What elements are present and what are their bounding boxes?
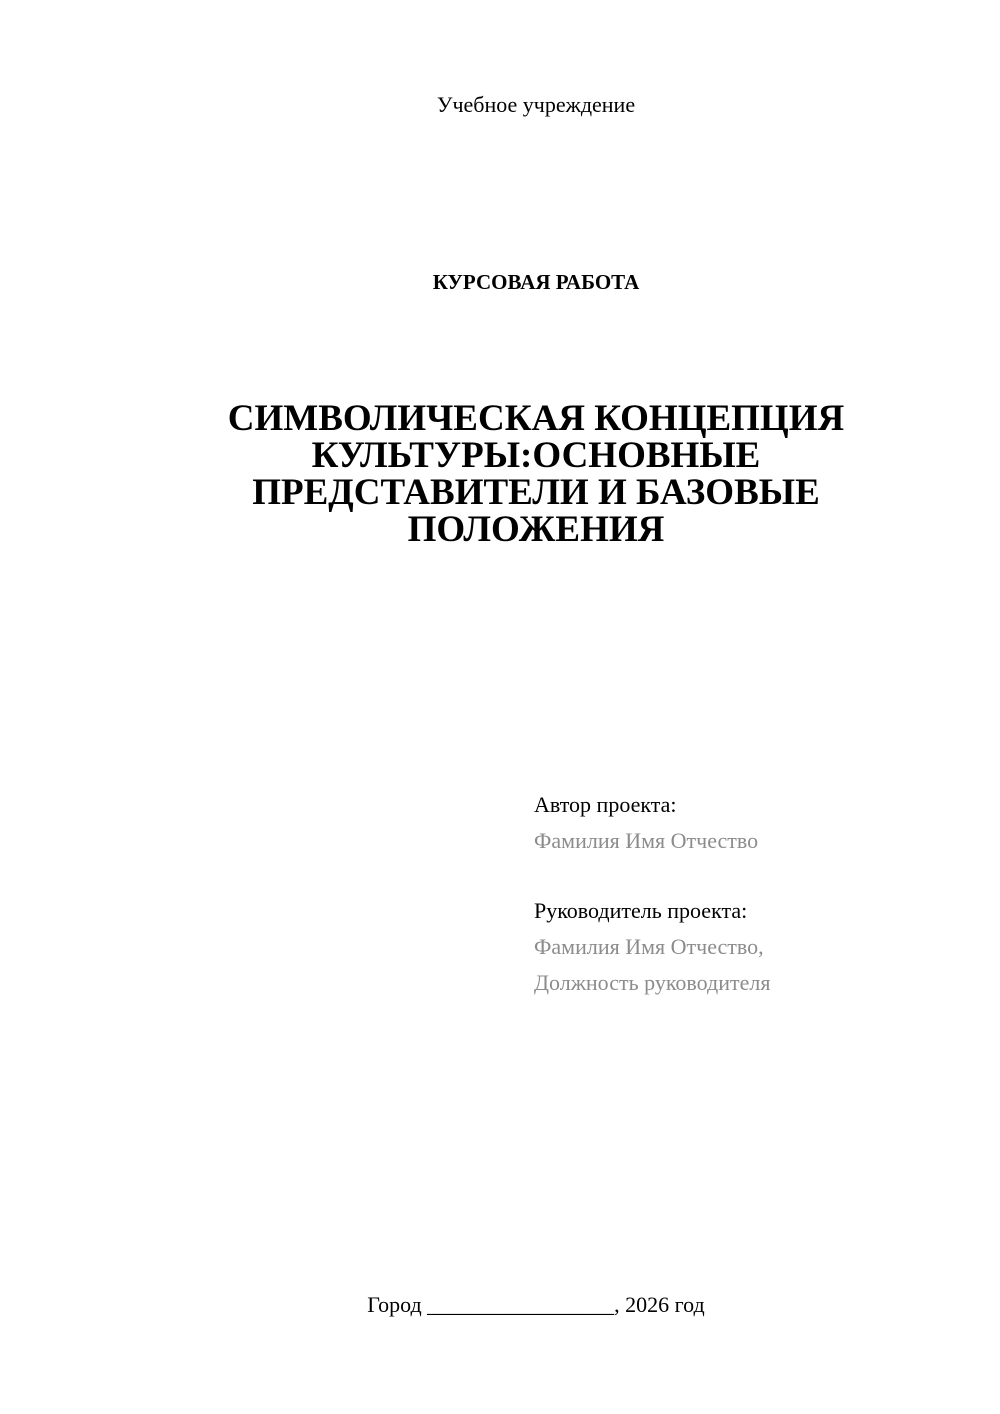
author-name-placeholder: Фамилия Имя Отчество [534,828,759,853]
title-line: ПОЛОЖЕНИЯ [407,509,665,550]
author-label: Автор проекта: [534,792,677,817]
spacer [534,859,974,893]
title-line: ПРЕДСТАВИТЕЛИ И БАЗОВЫЕ [252,472,820,513]
title-line: КУЛЬТУРЫ:ОСНОВНЫЕ [311,435,761,476]
project-info-block [534,787,974,1001]
document-title [200,400,872,548]
supervisor-label: Руководитель проекта: [534,898,748,923]
city-year-line: Город _________________, 2026 год [367,1292,705,1317]
institution-name: Учебное учреждение [436,92,636,117]
title-line: СИМВОЛИЧЕСКАЯ КОНЦЕПЦИЯ [227,398,845,439]
supervisor-position-placeholder: Должность руководителя [534,970,771,995]
supervisor-name-placeholder: Фамилия Имя Отчество, [534,934,764,959]
work-type-heading: КУРСОВАЯ РАБОТА [432,270,640,294]
